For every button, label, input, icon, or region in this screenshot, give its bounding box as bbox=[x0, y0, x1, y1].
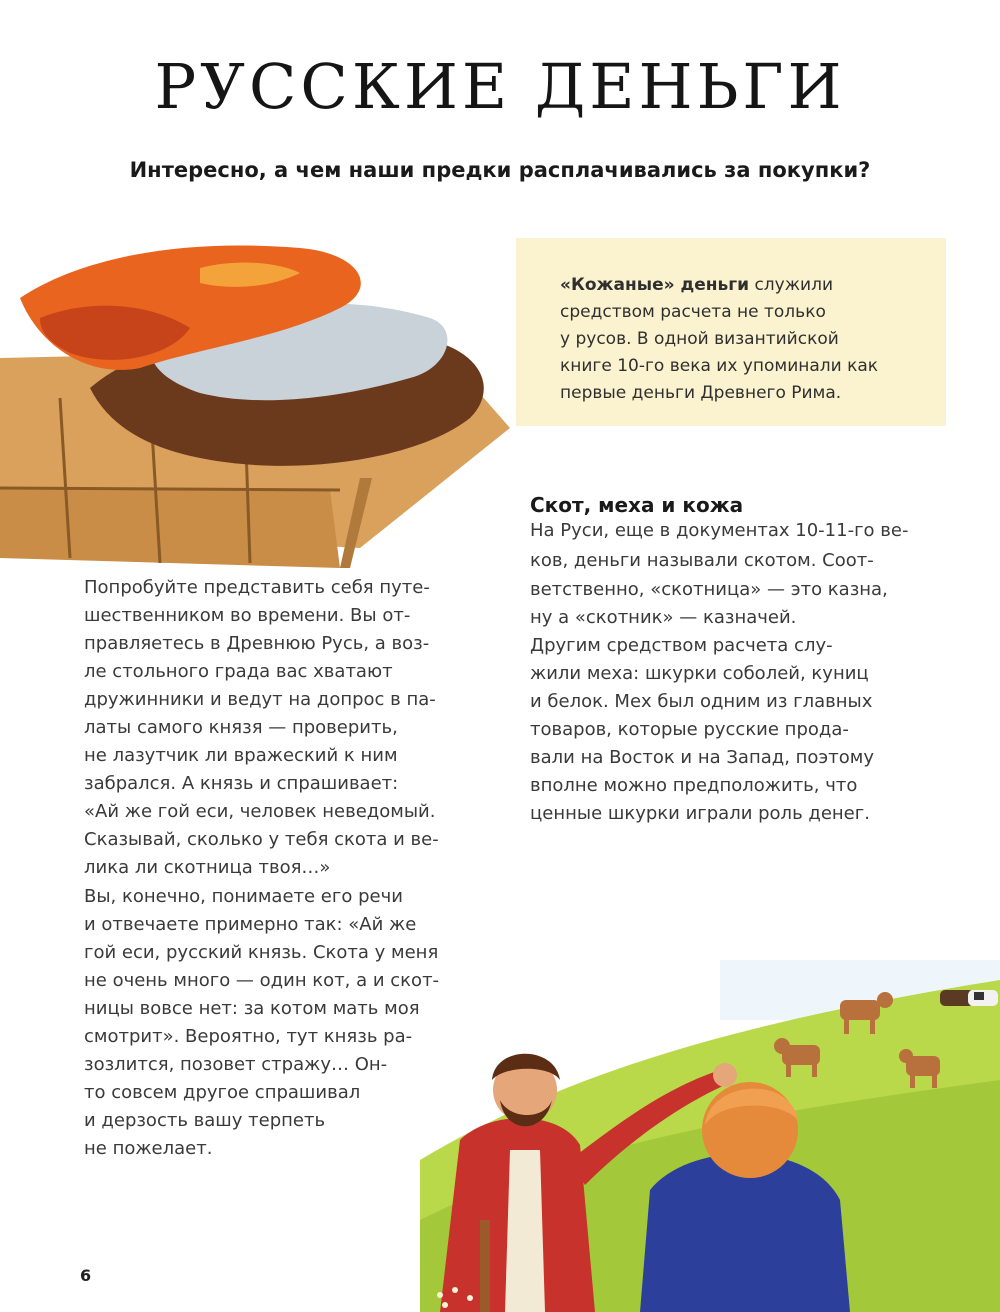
callout-text bbox=[560, 272, 920, 407]
right-text-line: вполне можно предположить, что bbox=[530, 775, 858, 796]
right-text-line: Другим средством расчета слу- bbox=[530, 635, 833, 656]
left-text-line: лика ли скотница твоя…» bbox=[84, 857, 331, 878]
left-text-line: забрался. А князь и спрашивает: bbox=[84, 773, 399, 794]
page-subtitle: Интересно, а чем наши предки расплачивались за покупки? bbox=[129, 158, 871, 182]
left-text-line: шественником во времени. Вы от- bbox=[84, 605, 411, 626]
left-text-line: латы самого князя — проверить, bbox=[84, 717, 398, 738]
left-text-line: ницы вовсе нет: за котом мать моя bbox=[84, 998, 420, 1019]
left-text-line: то совсем другое спрашивал bbox=[84, 1082, 361, 1103]
right-text-line: товаров, которые русские прода- bbox=[530, 719, 849, 740]
callout-line: средством расчета не только bbox=[560, 302, 826, 322]
left-text-line: Попробуйте представить себя путе- bbox=[84, 577, 430, 598]
furs-on-wood-illustration bbox=[0, 228, 520, 568]
left-text-line: Сказывай, сколько у тебя скота и ве- bbox=[84, 829, 439, 850]
left-text-line: и дерзость вашу терпеть bbox=[84, 1110, 326, 1131]
page-title: РУССКИЕ ДЕНЬГИ bbox=[154, 50, 846, 123]
right-text-line: и белок. Мех был одним из главных bbox=[530, 691, 873, 712]
left-text-line: дружинники и ведут на допрос в па- bbox=[84, 689, 436, 710]
right-text-line: жили меха: шкурки соболей, куниц bbox=[530, 663, 869, 684]
meadow-with-cattle-and-people-illustration bbox=[420, 960, 1000, 1312]
left-text-line: зозлится, позовет стражу… Он- bbox=[84, 1054, 388, 1075]
left-text-line: правляетесь в Древнюю Русь, а воз- bbox=[84, 633, 430, 654]
right-text-line: вали на Восток и на Запад, поэтому bbox=[530, 747, 875, 768]
left-text-line: не очень много — один кот, а и скот- bbox=[84, 970, 440, 991]
left-text-line: смотрит». Вероятно, тут князь ра- bbox=[84, 1026, 413, 1047]
left-text-line: не лазутчик ли вражеский к ним bbox=[84, 745, 398, 766]
right-text-line: На Руси, еще в документах 10-11-го ве- bbox=[530, 520, 909, 541]
page-number: 6 bbox=[80, 1266, 92, 1285]
callout-line: у русов. В одной византийской bbox=[560, 329, 839, 349]
left-text-line: ле стольного града вас хватают bbox=[84, 661, 393, 682]
callout-bold-lead: «Кожаные» деньги bbox=[560, 275, 750, 295]
left-text-line: гой еси, русский князь. Скота у меня bbox=[84, 942, 439, 963]
callout-line: служили bbox=[749, 275, 834, 295]
right-text-line: ну а «скотник» — казначей. bbox=[530, 607, 797, 628]
callout-line: книге 10-го века их упоминали как bbox=[560, 356, 879, 376]
left-text-line: и отвечаете примерно так: «Ай же bbox=[84, 914, 417, 935]
right-text-line: ценные шкурки играли роль денег. bbox=[530, 803, 870, 824]
left-text-line: не пожелает. bbox=[84, 1138, 213, 1159]
right-text-line: ветственно, «скотница» — это казна, bbox=[530, 579, 888, 600]
left-text-line: «Ай же гой еси, человек неведомый. bbox=[84, 801, 436, 822]
section-heading: Скот, меха и кожа bbox=[530, 493, 744, 517]
right-text-line: ков, деньги называли скотом. Соот- bbox=[530, 550, 874, 571]
callout-line: первые деньги Древнего Рима. bbox=[560, 383, 842, 403]
left-text-line: Вы, конечно, понимаете его речи bbox=[84, 886, 403, 907]
